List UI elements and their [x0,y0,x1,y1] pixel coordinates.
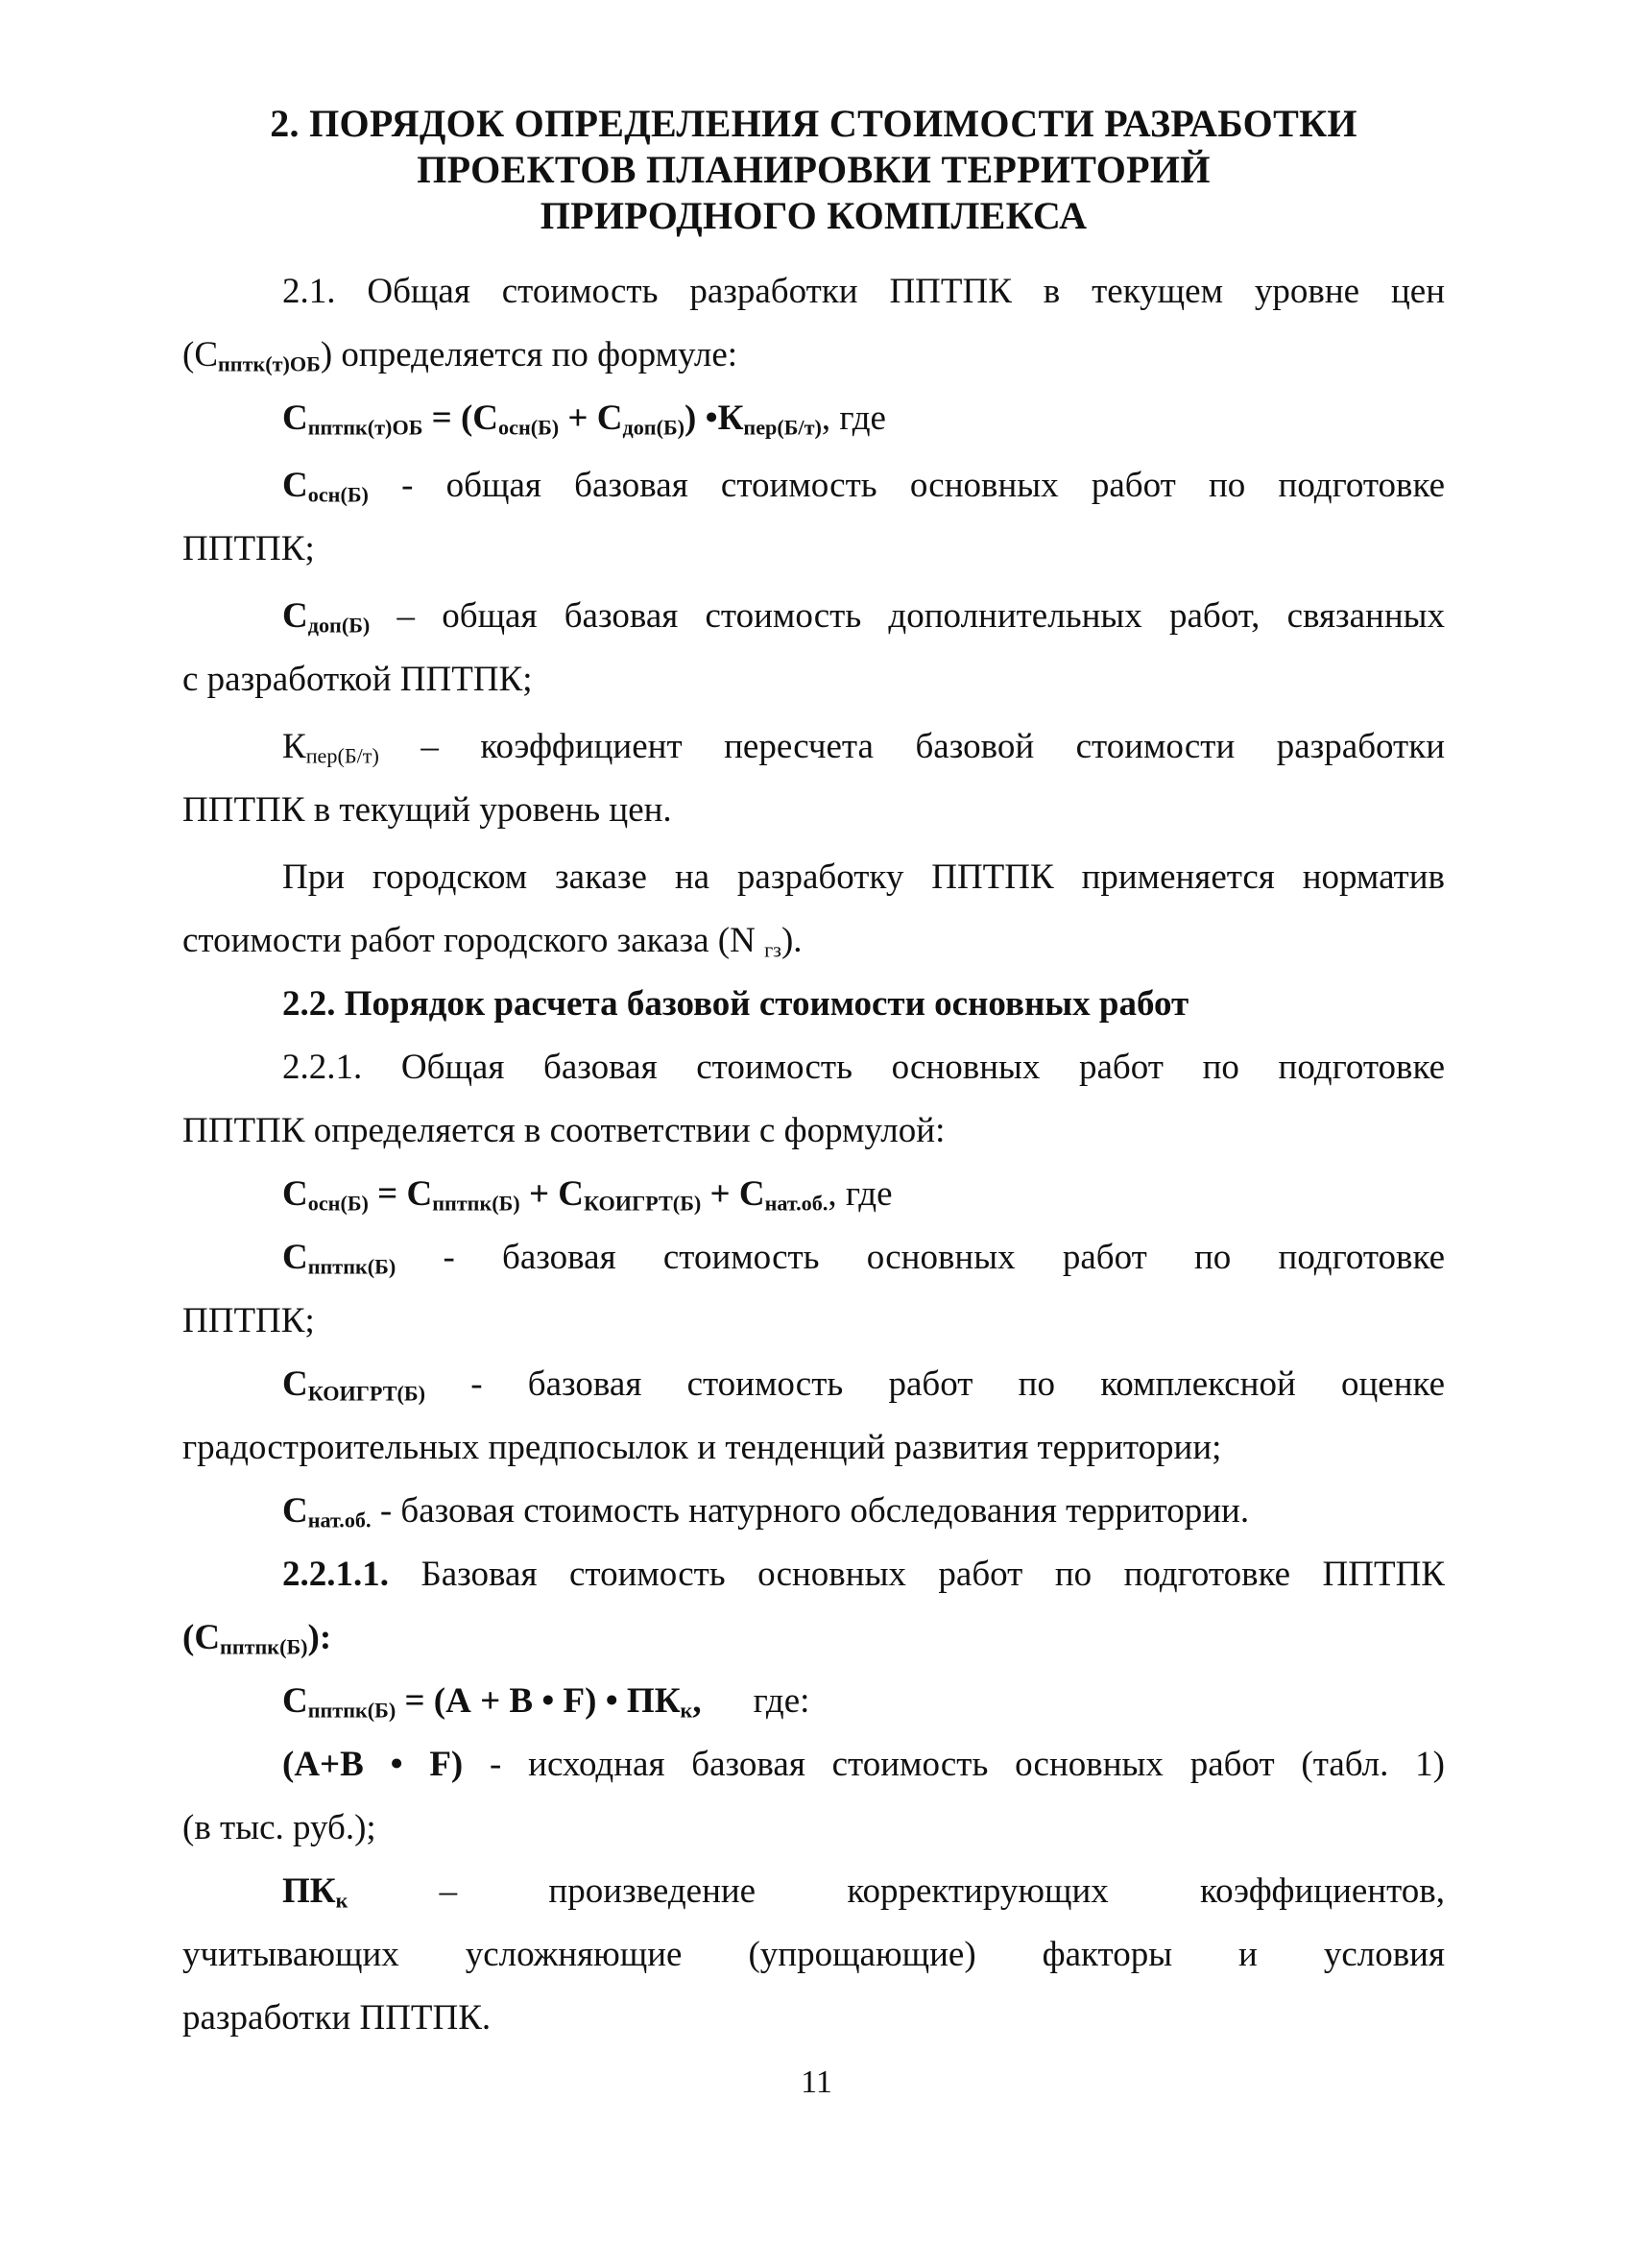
title-line-1: 2. ПОРЯДОК ОПРЕДЕЛЕНИЯ СТОИМОСТИ РАЗРАБОТКИ [270,102,1357,145]
page-body [182,101,1445,2050]
def-c-pptpk-line-2: ППТПК; [182,1301,315,1340]
def-abf-line-1: (А+В • F) - исходная базовая стоимость основных работ (табл. 1) [282,1745,1445,1784]
def-c-pptpk-line-1: $С_{пптпк(Б)}$ - базовая стоимость основных работ по подготовке [282,1238,1445,1279]
para-2-2-1-1-line-1: 2.2.1.1. Базовая стоимость основных работ по подготовке ППТПК [282,1555,1445,1594]
def-pk-line-3: разработки ППТПК. [182,1998,492,2038]
para-city-order-line-1: При городском заказе на разработку ППТПК применяется норматив [282,857,1445,897]
formula-base-cost: $С_{осн(Б)} = С_{пптпк(Б)} + С_{КОИГРТ(Б)} + С_{нат.об.}$, где [282,1174,893,1216]
para-2-2-1-line-1: 2.2.1. Общая базовая стоимость основных работ по подготовке [282,1048,1445,1087]
def-pk-line-2: учитывающих усложняющие (упрощающие) факторы и условия [182,1935,1445,1974]
para-2-2-1-1-line-2: $(С_{пптпк(Б)})$: [182,1618,332,1659]
def-abf-line-2: (в тыс. руб.); [182,1808,376,1847]
def-pk-line-1: $ПК_к$ – произведение корректирующих коэффициентов, [282,1871,1445,1913]
para-2-1-line-1: 2.1. Общая стоимость разработки ППТПК в текущем уровне цен [282,272,1445,311]
def-c-dop-line-2: с разработкой ППТПК; [182,660,533,699]
title-line-3: ПРИРОДНОГО КОМПЛЕКСА [540,194,1088,237]
def-c-dop-line-1: $С_{доп(Б)}$ – общая базовая стоимость дополнительных работ, связанных [282,596,1445,638]
def-c-osn-line-2: ППТПК; [182,529,315,568]
title-line-2: ПРОЕКТОВ ПЛАНИРОВКИ ТЕРРИТОРИЙ [417,148,1211,191]
def-k-per-line-2: ППТПК в текущий уровень цен. [182,790,672,830]
def-c-koigrt-line-1: $С_{КОИГРТ(Б)}$ - базовая стоимость работ по комплексной оценке [282,1364,1445,1406]
para-2-2-1-line-2: ППТПК определяется в соответствии с формулой: [182,1111,946,1150]
def-c-nat-ob: $С_{нат.об.}$ - базовая стоимость натурного обследования территории. [282,1491,1250,1532]
formula-pptpk: $С_{пптпк(Б)} = (А + В$ • F) • $ПК_к$, где: [282,1681,810,1723]
para-2-1-line-2: $(С_{пптк(т)ОБ})$ определяется по формуле: [182,335,738,376]
page-number: 11 [801,2064,832,2100]
def-k-per-line-1: $К_{пер(Б/т)}$ – коэффициент пересчета базовой стоимости разработки [282,727,1445,768]
section-title [182,101,1445,239]
def-c-koigrt-line-2: градостроительных предпосылок и тенденций развития территории; [182,1428,1222,1467]
formula-total-cost: $С_{пптпк(т)ОБ} = (С_{осн(Б)} + С_{доп(Б)})$ $•К_{пер(Б/т)}$, где [282,398,886,440]
para-city-order-line-2: стоимости работ городского заказа (N $_{гз}$). [182,921,803,962]
subsection-heading-2-2: 2.2. Порядок расчета базовой стоимости основных работ [282,984,1189,1024]
def-c-osn-line-1: $С_{осн(Б)}$ - общая базовая стоимость основных работ по подготовке [282,466,1445,507]
